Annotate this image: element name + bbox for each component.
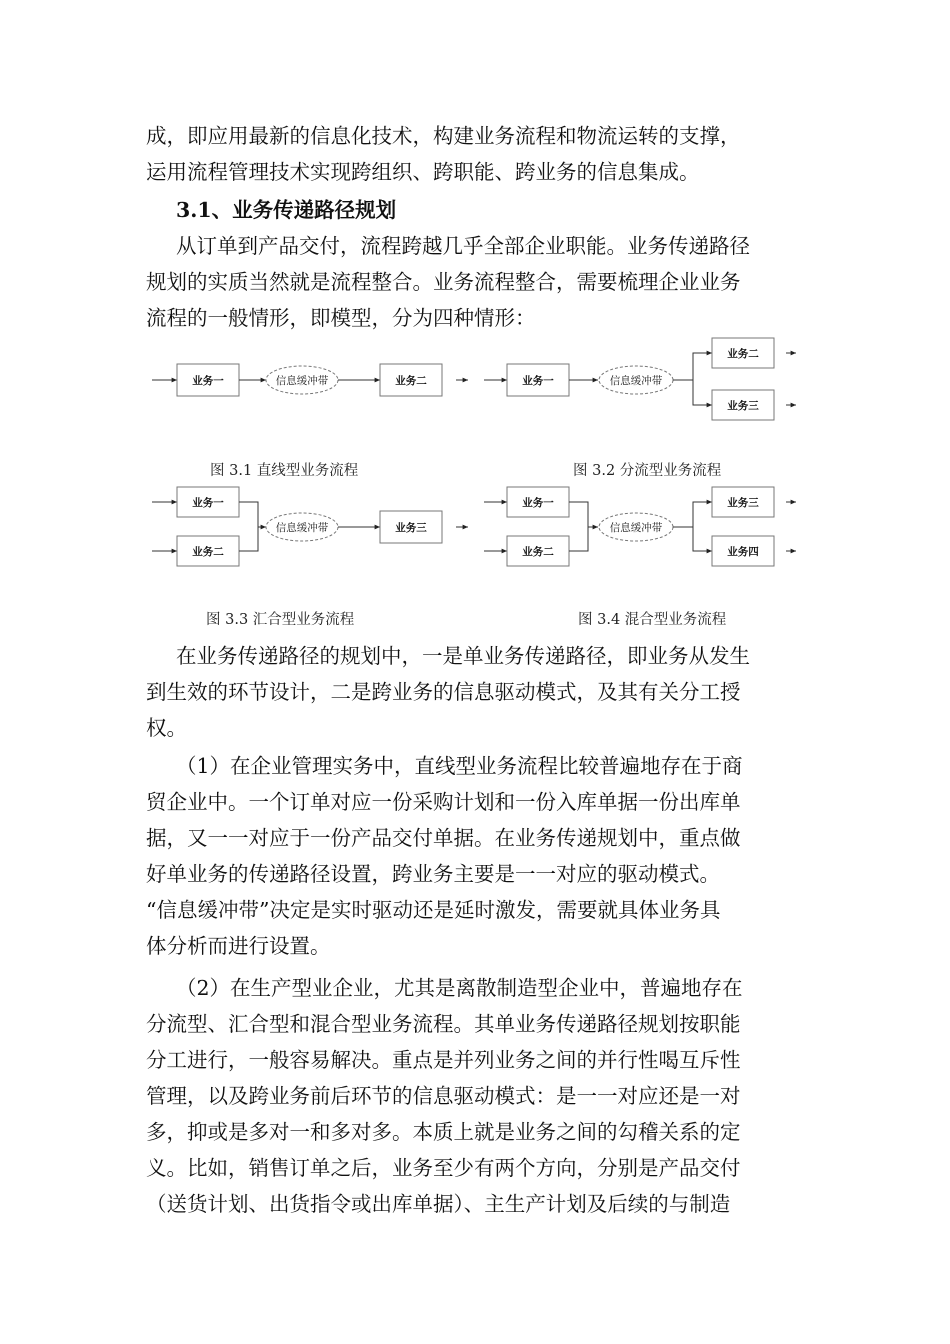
- text-line: 权。: [146, 716, 187, 740]
- paragraph-3: [146, 748, 806, 964]
- node-label: 业务一: [522, 375, 554, 387]
- node-label: 业务一: [192, 497, 224, 509]
- text-line: 运用流程管理技术实现跨组织、跨职能、跨业务的信息集成。: [146, 160, 700, 184]
- process-diagrams: [0, 330, 950, 630]
- figure-3-1-diagram: [152, 364, 468, 396]
- figure-caption: 图 3.1 直线型业务流程: [210, 463, 359, 479]
- paragraph-2: [146, 638, 806, 746]
- text-line: 多，抑或是多对一和多对多。本质上就是业务之间的勾稽关系的定: [146, 1120, 741, 1144]
- figure-caption: 图 3.2 分流型业务流程: [573, 463, 722, 479]
- text-line: 在业务传递路径的规划中，一是单业务传递路径，即业务从发生: [176, 644, 750, 668]
- node-label: 信息缓冲带: [609, 375, 663, 387]
- text-line: 从订单到产品交付，流程跨越几乎全部企业职能。业务传递路径: [176, 234, 750, 258]
- figure-3-2-diagram: [484, 338, 796, 420]
- text-line: 成，即应用最新的信息化技术，构建业务流程和物流运转的支撑，: [146, 124, 741, 148]
- node-label: 业务一: [192, 375, 224, 387]
- intro-paragraph: [146, 118, 806, 190]
- text-line: 流程的一般情形，即模型，分为四种情形：: [146, 306, 536, 330]
- node-label: 信息缓冲带: [275, 522, 329, 534]
- section-heading: 3.1、业务传递路径规划: [176, 198, 397, 222]
- text-line: 好单业务的传递路径设置，跨业务主要是一一对应的驱动模式。: [146, 862, 720, 886]
- text-line: （1）在企业管理实务中，直线型业务流程比较普遍地存在于商: [176, 754, 743, 778]
- node-label: 业务一: [522, 497, 554, 509]
- paragraph-4: [146, 970, 806, 1222]
- node-label: 业务三: [727, 400, 759, 412]
- text-line: 规划的实质当然就是流程整合。业务流程整合，需要梳理企业业务: [146, 270, 741, 294]
- text-line: （2）在生产型业企业，尤其是离散制造型企业中，普遍地存在: [176, 976, 743, 1000]
- text-line: 管理，以及跨业务前后环节的信息驱动模式：是一一对应还是一对: [146, 1084, 741, 1108]
- figure-caption: 图 3.4 混合型业务流程: [578, 612, 727, 628]
- node-label: 业务四: [727, 546, 759, 558]
- text-line: 到生效的环节设计，二是跨业务的信息驱动模式，及其有关分工授: [146, 680, 741, 704]
- text-line: 义。比如，销售订单之后，业务至少有两个方向，分别是产品交付: [146, 1156, 741, 1180]
- text-line: 分流型、汇合型和混合型业务流程。其单业务传递路径规划按职能: [146, 1012, 741, 1036]
- node-label: 业务二: [395, 375, 427, 387]
- text-line: （送货计划、出货指令或出库单据）、主生产计划及后续的与制造: [146, 1192, 731, 1216]
- paragraph-1: [146, 228, 806, 336]
- text-line: 据，又一一对应于一份产品交付单据。在业务传递规划中，重点做: [146, 826, 741, 850]
- node-label: 业务二: [192, 546, 224, 558]
- node-label: 业务三: [727, 497, 759, 509]
- text-line: 分工进行，一般容易解决。重点是并列业务之间的并行性喝互斥性: [146, 1048, 741, 1072]
- text-line: 贸企业中。一个订单对应一份采购计划和一份入库单据一份出库单: [146, 790, 741, 814]
- node-label: 信息缓冲带: [609, 522, 663, 534]
- text-line: 体分析而进行设置。: [146, 934, 331, 958]
- figure-3-3-diagram: [152, 487, 468, 566]
- node-label: 信息缓冲带: [275, 375, 329, 387]
- figure-caption: 图 3.3 汇合型业务流程: [206, 612, 355, 628]
- node-label: 业务二: [727, 348, 759, 360]
- text-line: “信息缓冲带”决定是实时驱动还是延时激发，需要就具体业务具: [146, 898, 721, 922]
- node-label: 业务二: [522, 546, 554, 558]
- node-label: 业务三: [395, 522, 427, 534]
- figure-3-4-diagram: [484, 487, 796, 566]
